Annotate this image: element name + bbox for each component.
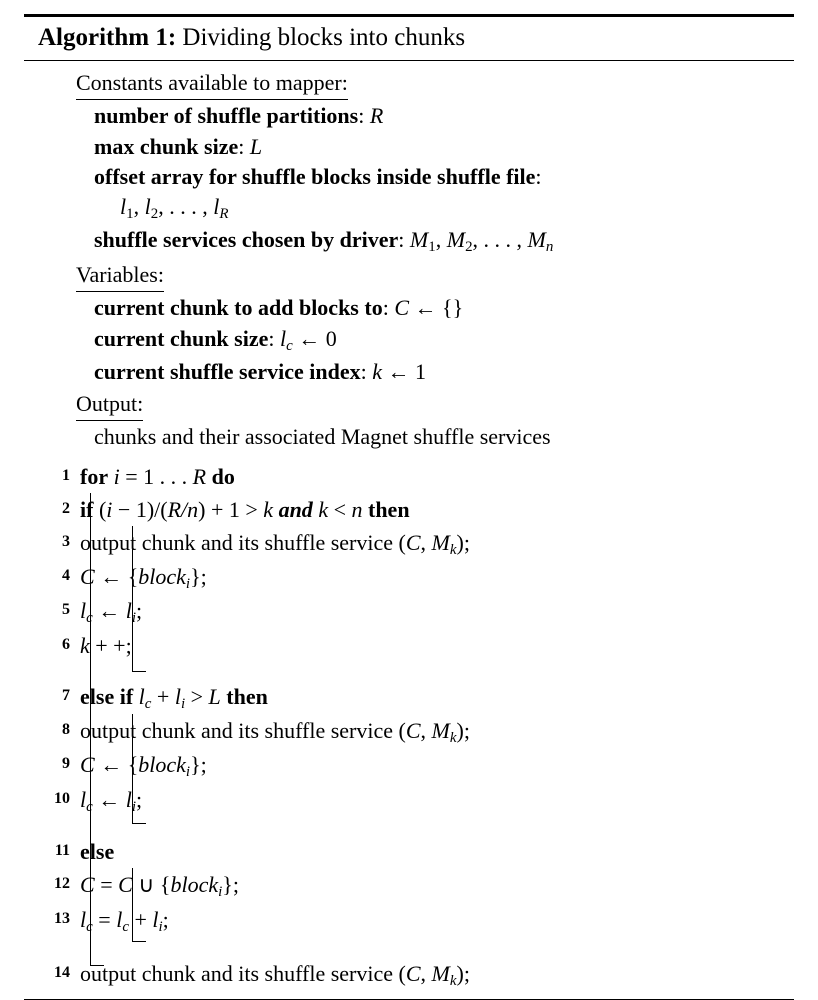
line-code-12: C = C ∪ {block$_i$}; (80, 872, 239, 901)
line-code-10: $l_c$ ← $l_i$; (80, 786, 143, 816)
line-code-6: k + +; (80, 632, 132, 658)
algorithm-line-4 (28, 560, 790, 594)
line-number-8: 8 (62, 721, 70, 739)
output-heading: Output: (76, 389, 143, 421)
output-description: chunks and their associated Magnet shuffle services (94, 424, 551, 450)
algorithm-block (24, 14, 794, 1000)
algorithm-line-3 (28, 526, 790, 560)
constants-heading-row (28, 68, 790, 101)
line-number-1: 1 (62, 466, 70, 484)
algorithm-line-14 (28, 957, 790, 991)
variables-heading: Variables: (76, 260, 164, 292)
line-code-13: $l_c = l_c + l_i$; (80, 906, 169, 935)
line-code-3: output chunk and its shuffle service (C, $M_k$); (80, 529, 470, 558)
line-number-13: 13 (54, 909, 70, 927)
constant-shuffle-partitions: number of shuffle partitions: R (94, 103, 384, 129)
line-gap-3 (28, 937, 790, 953)
algorithm-line-2 (28, 493, 790, 526)
line-number-2: 2 (62, 499, 70, 517)
algorithm-line-12 (28, 868, 790, 902)
line-code-11: else (80, 839, 115, 865)
line-number-10: 10 (54, 789, 70, 807)
algorithm-caption-label: Algorithm 1: (38, 24, 177, 51)
line-number-14: 14 (54, 963, 70, 981)
algorithm-line-8 (28, 714, 790, 748)
algorithm-line-11 (28, 835, 790, 868)
line-code-1: for i = 1 . . . R do (80, 463, 235, 489)
algorithm-line-13 (28, 903, 790, 937)
algorithm-line-9 (28, 748, 790, 782)
constant-max-chunk-size: max chunk size: L (94, 133, 263, 159)
line-code-5: $l_c$ ← $l_i$; (80, 598, 143, 627)
line-code-8: output chunk and its shuffle service (C, $M_k$); (80, 718, 470, 747)
line-number-3: 3 (62, 532, 70, 550)
constant-offset-array-values: l1, l2, . . . , $l_R$ (120, 194, 229, 223)
line-number-4: 4 (62, 567, 70, 585)
output-heading-row (28, 389, 790, 422)
algorithm-preamble (28, 68, 790, 453)
constant-shuffle-services: shuffle services chosen by driver: M1, M2, . . . , $M_n$ (94, 227, 554, 256)
line-code-4: C ← {block$_i$}; (80, 564, 207, 593)
line-number-11: 11 (54, 842, 70, 860)
algorithm-line-7 (28, 680, 790, 714)
line-number-12: 12 (54, 875, 70, 893)
variable-current-chunk: current chunk to add blocks to: C ← {} (94, 295, 464, 321)
line-code-9: C ← {block$_i$}; (80, 752, 207, 781)
variable-current-chunk-size: current chunk size: $l_c$ ← 0 (94, 325, 337, 354)
variables-heading-row (28, 260, 790, 293)
algorithm-caption (24, 17, 794, 60)
variable-shuffle-service-index: current shuffle service index: k ← 1 (94, 358, 426, 384)
line-code-7: else if $l_c + l_i > L$ then (80, 683, 268, 712)
algorithm-lines (28, 460, 790, 992)
algorithm-line-6 (28, 629, 790, 662)
algorithm-line-5 (28, 594, 790, 628)
line-code-2: if (i − 1)/(R/n) + 1 > k and k < n then (80, 496, 410, 522)
constants-heading: Constants available to mapper: (76, 68, 348, 100)
algorithm-line-1 (28, 460, 790, 493)
algorithm-line-10 (28, 783, 790, 817)
line-number-9: 9 (62, 755, 70, 773)
algorithm-caption-text: Dividing blocks into chunks (182, 24, 466, 51)
line-number-6: 6 (62, 635, 70, 653)
line-number-7: 7 (62, 686, 70, 704)
algorithm-body (24, 61, 794, 999)
line-code-14: output chunk and its shuffle service (C, $M_k$); (80, 960, 470, 990)
constant-offset-array: offset array for shuffle blocks inside shuffle file: (94, 164, 542, 190)
line-number-5: 5 (62, 601, 70, 619)
line-gap-2 (28, 817, 790, 835)
